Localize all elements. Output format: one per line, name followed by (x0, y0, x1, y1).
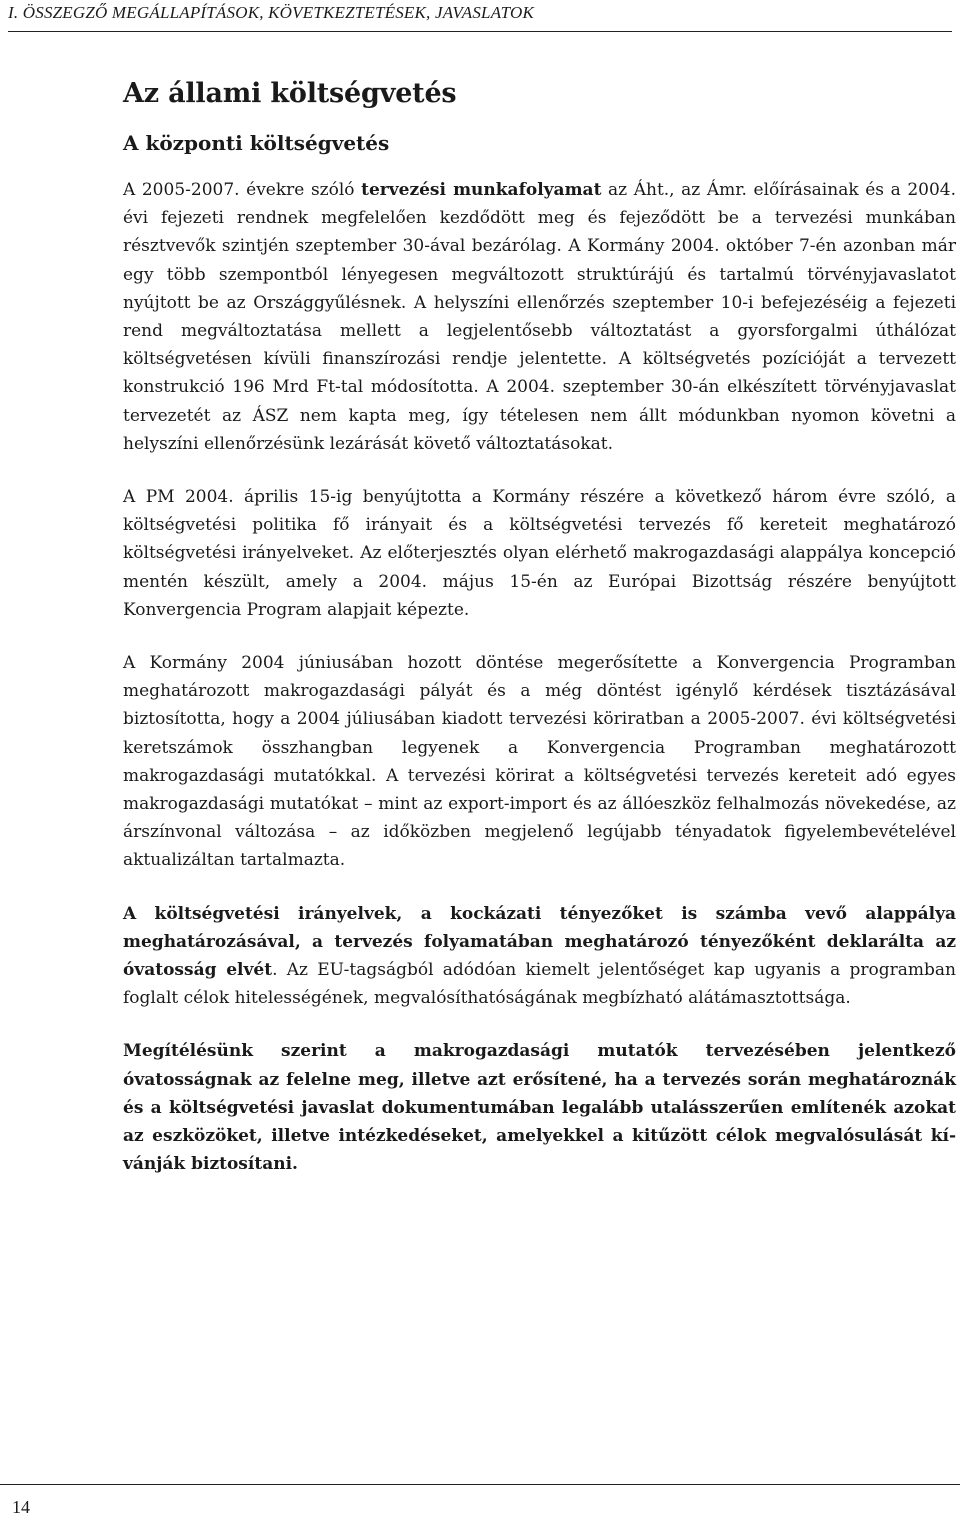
paragraph-budget-guidelines: A PM 2004. április 15-ig benyújtotta a Kormány részére a következő három évre szóló, a költségvetési politika fő irányait és a költségvetési tervezés fő kereteit meghatározó költségvetési irányelveket. Az előterjesztés olyan elérhető makrogazdasági alappálya koncepció mentén készült, amely a 2004. május 15-én az Európai Bizottság részére benyújtott Konvergencia Program alapjait képezte. (123, 487, 956, 620)
paragraph-text: A 2005-2007. évekre szóló (123, 180, 362, 200)
section-subtitle: A központi költségvetés (123, 131, 390, 155)
paragraph-planning-process (123, 176, 956, 458)
paragraph-text: . Az EU-tagságból adódóan kiemelt jelentőséget kap ugyanis a programban foglalt célok hitelességének, megvalósíthatóságának megbízható alátámasztottsága. (123, 960, 956, 1009)
paragraph-prudence-principle (123, 900, 956, 1013)
paragraph-text: az Áht., az Ámr. előírásainak és a 2004. évi fejezeti rendnek megfelelően kezdődött meg és fejeződött be a tervezési munkában résztvevők szintjén szeptember 30-ával bezárólag. A Kormány 2004. október 7-én azonban már egy több szempontból lényegesen megváltozott struktúrájú és tartalmú törvényjavaslatot nyújtott be az Országgyűlésnek. A helyszíni ellenőrzés szeptember 10-i befejezéséig a fejezeti rend megváltoztatása mellett a legjelentősebb változtatást a gyorsforgalmi úthálózat költségvetésen kívüli finanszírozási rendje jelentette. A költségvetés pozícióját a tervezett konstrukció 196 Mrd Ft-tal módosította. A 2004. szeptember 30-án elkészített törvényjavaslat tervezetét az ÁSZ nem kapta meg, így tételesen nem állt módunkban nyomon követni a helyszíni ellenőrzésünk lezárását követő változtatásokat. (123, 180, 956, 454)
paragraph-government-decision: A Kormány 2004 júniusában hozott döntése megerősítette a Konvergencia Programban meghatározott makrogazdasági pályát és a még döntést igénylő kérdések tisztázásával biztosította, hogy a 2004 júliusában kiadott tervezési köriratban a 2005-2007. évi költségvetési keretszámok összhangban legyenek a Konvergencia Programban meghatározott makrogazdasági mutatókkal. A tervezési körirat a költségvetési tervezés kereteit adó egyes makrogazdasági mutatókat – mint az export-import és az állóeszköz felhalmozás növekedése, az árszínvonal változása – az időközben megjelenő legújabb tényadatok figyelembevételével aktualizáltan tartalmazta. (123, 653, 956, 871)
emphasis-text: tervezési munkafolyamat (361, 180, 602, 200)
document-body (123, 78, 956, 1204)
running-header: I. ÖSSZEGZŐ MEGÁLLAPÍTÁSOK, KÖVETKEZTETÉSEK, JAVASLATOK (8, 3, 952, 32)
section-title: Az állami költségvetés (123, 78, 457, 109)
emphasis-text: Megítélésünk szerint a makrogazdasági mutatók tervezésében jelentkező óvatosságnak az felelne meg, illetve azt erősítené, ha a tervezés során meghatároznák és a költségvetési javaslat dokumentumában legalább utalásszerűen említenék azokat az eszközöket, illetve intézkedéseket, amelyekkel a kitűzött célok megvalósulását kívánják biztosítani. (123, 1041, 956, 1175)
paragraph-recommendation (123, 1037, 956, 1178)
emphasis-text: A költségvetési irányelvek, a kockázati tényezőket is számba vevő alappálya meghatározásával, a tervezés folyamatában meghatározó tényezőként deklarálta az óvatosság elvét (123, 903, 956, 981)
footer-divider (0, 1484, 960, 1485)
page-number: 14 (12, 1497, 30, 1517)
